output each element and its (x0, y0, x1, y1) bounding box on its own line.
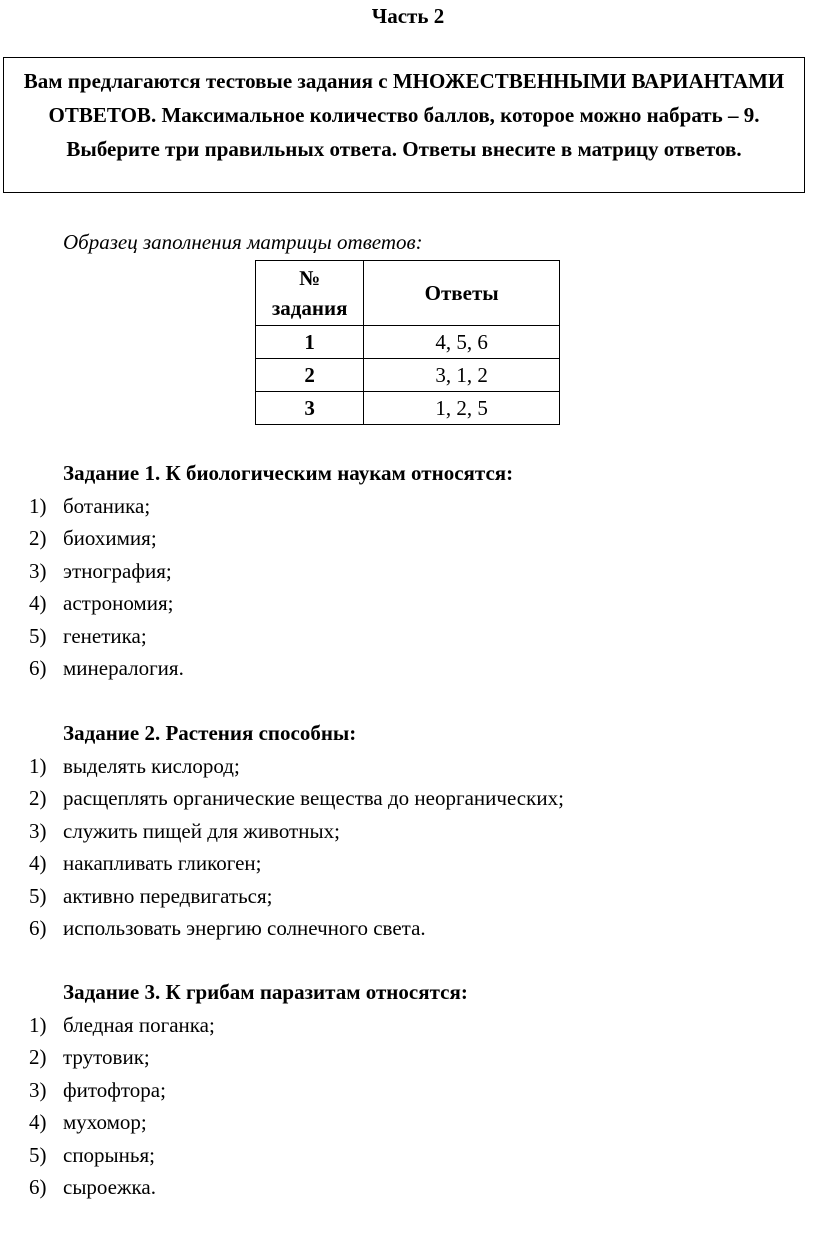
header-task-number (256, 261, 364, 326)
list-item (0, 653, 816, 685)
task-title: Задание 1. К биологическим наукам относятся: (63, 461, 514, 485)
option-number: 3) (29, 818, 47, 843)
task-number-cell: 2 (256, 359, 364, 392)
table-header-row (256, 261, 560, 326)
option-text: выделять кислород; (63, 754, 240, 778)
option-text: использовать энергию солнечного света. (63, 915, 426, 940)
sample-caption: Образец заполнения матрицы ответов: (63, 230, 423, 254)
option-number: 6) (29, 915, 47, 940)
table-row (256, 326, 560, 359)
option-text: минералогия. (63, 655, 184, 680)
option-number: 6) (29, 1174, 47, 1199)
option-number: 1) (29, 1013, 47, 1037)
task-number-cell: 3 (256, 392, 364, 425)
list-item (0, 751, 816, 783)
list-item (0, 881, 816, 913)
task-1 (0, 458, 816, 685)
options-list (0, 1010, 816, 1204)
option-text: ботаника; (63, 494, 151, 518)
part-title: Часть 2 (371, 4, 445, 28)
task-title: Задание 3. К грибам паразитам относятся: (63, 980, 468, 1004)
list-item (0, 913, 816, 945)
option-number: 4) (29, 851, 47, 876)
options-list (0, 491, 816, 685)
option-number: 2) (29, 1045, 47, 1070)
list-item (0, 491, 816, 523)
option-number: 5) (29, 1142, 47, 1167)
header-num-symbol: № (299, 266, 321, 290)
option-number: 1) (29, 494, 47, 518)
option-number: 5) (29, 883, 47, 908)
list-item (0, 621, 816, 653)
option-text: бледная поганка; (63, 1013, 215, 1037)
option-text: трутовик; (63, 1045, 150, 1070)
answers-cell: 1, 2, 5 (364, 392, 560, 425)
option-number: 2) (29, 526, 47, 551)
option-number: 2) (29, 786, 47, 811)
option-text: мухомор; (63, 1110, 147, 1135)
table-row (256, 359, 560, 392)
option-number: 1) (29, 754, 47, 778)
list-item (0, 588, 816, 620)
header-num-word: задания (271, 296, 348, 320)
list-item (0, 556, 816, 588)
option-text: этнография; (63, 558, 172, 583)
list-item (0, 816, 816, 848)
option-text: фитофтора; (63, 1077, 166, 1102)
list-item (0, 1075, 816, 1107)
list-item (0, 783, 816, 815)
option-text: генетика; (63, 623, 147, 648)
option-text: биохимия; (63, 526, 157, 551)
task-number-cell: 1 (256, 326, 364, 359)
option-number: 3) (29, 558, 47, 583)
options-list (0, 751, 816, 945)
option-number: 6) (29, 655, 47, 680)
option-text: астрономия; (63, 591, 174, 616)
instructions-box (3, 57, 805, 193)
option-number: 3) (29, 1077, 47, 1102)
option-text: сыроежка. (63, 1174, 156, 1199)
option-number: 4) (29, 591, 47, 616)
answers-cell: 3, 1, 2 (364, 359, 560, 392)
task-title: Задание 2. Растения способны: (63, 721, 357, 745)
task-3 (0, 977, 816, 1204)
option-number: 5) (29, 623, 47, 648)
list-item (0, 1172, 816, 1204)
header-answers: Ответы (364, 261, 560, 326)
list-item (0, 1140, 816, 1172)
answer-matrix-table (255, 260, 560, 425)
list-item (0, 1010, 816, 1042)
option-text: спорынья; (63, 1142, 155, 1167)
table-row (256, 392, 560, 425)
option-text: накапливать гликоген; (63, 851, 262, 876)
list-item (0, 523, 816, 555)
option-number: 4) (29, 1110, 47, 1135)
list-item (0, 1107, 816, 1139)
option-text: служить пищей для животных; (63, 818, 340, 843)
option-text: активно передвигаться; (63, 883, 273, 908)
list-item (0, 848, 816, 880)
instructions-text: Вам предлагаются тестовые задания с МНОЖЕСТВЕННЫМИ ВАРИАНТАМИ ОТВЕТОВ. Максимальное количество баллов, которое можно набрать – 9. Выберите три правильных ответа. Ответы внесите в матрицу ответов. (23, 69, 785, 161)
list-item (0, 1042, 816, 1074)
option-text: расщеплять органические вещества до неорганических; (63, 786, 564, 811)
answers-cell: 4, 5, 6 (364, 326, 560, 359)
task-2 (0, 718, 816, 945)
